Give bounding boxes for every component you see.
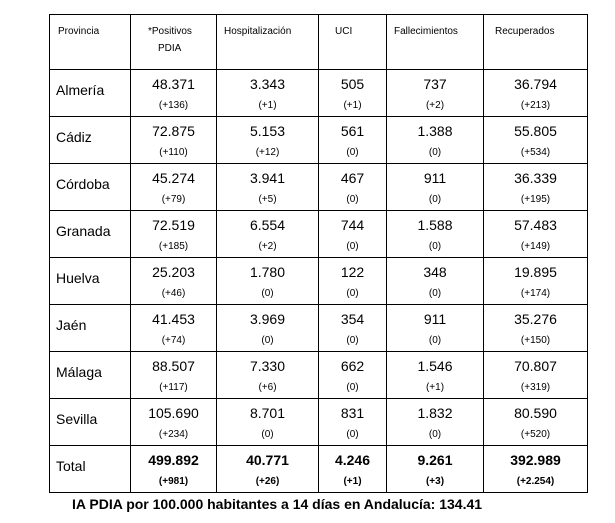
uci-cell: 467 (0) [319, 164, 387, 211]
rec-cell: 36.794 (+213) [484, 70, 588, 117]
table-row [50, 70, 588, 117]
header-hospitalizacion: Hospitalización [217, 15, 319, 70]
positivos-cell: 72.875 (+110) [131, 117, 217, 164]
incidence-footnote: IA PDIA por 100.000 habitantes a 14 días en Andalucía: 134.41 [72, 496, 483, 512]
hosp-cell: 6.554 (+2) [217, 211, 319, 258]
hosp-cell: 40.771 (+26) [217, 446, 319, 493]
fall-cell: 737 (+2) [387, 70, 484, 117]
positivos-cell: 105.690 (+234) [131, 399, 217, 446]
provincia-cell: Málaga [50, 352, 131, 399]
hosp-cell: 3.343 (+1) [217, 70, 319, 117]
positivos-cell: 41.453 (+74) [131, 305, 217, 352]
covid-data-table [49, 14, 588, 493]
hosp-cell: 7.330 (+6) [217, 352, 319, 399]
rec-cell: 36.339 (+195) [484, 164, 588, 211]
fall-cell: 1.388 (0) [387, 117, 484, 164]
rec-cell: 392.989 (+2.254) [484, 446, 588, 493]
uci-cell: 122 (0) [319, 258, 387, 305]
table-row [50, 399, 588, 446]
positivos-cell: 499.892 (+981) [131, 446, 217, 493]
header-fallecimientos: Fallecimientos [387, 15, 484, 70]
positivos-cell: 72.519 (+185) [131, 211, 217, 258]
provincia-cell: Cádiz [50, 117, 131, 164]
uci-cell: 744 (0) [319, 211, 387, 258]
uci-cell: 662 (0) [319, 352, 387, 399]
table-row [50, 117, 588, 164]
fall-cell: 1.832 (0) [387, 399, 484, 446]
rec-cell: 70.807 (+319) [484, 352, 588, 399]
total-label: Total [50, 446, 131, 493]
table-row [50, 305, 588, 352]
hosp-cell: 1.780 (0) [217, 258, 319, 305]
header-uci: UCI [319, 15, 387, 70]
hosp-cell: 8.701 (0) [217, 399, 319, 446]
fall-cell: 348 (0) [387, 258, 484, 305]
provincia-cell: Almería [50, 70, 131, 117]
rec-cell: 80.590 (+520) [484, 399, 588, 446]
provincia-cell: Córdoba [50, 164, 131, 211]
fall-cell: 9.261 (+3) [387, 446, 484, 493]
provincia-cell: Sevilla [50, 399, 131, 446]
rec-cell: 57.483 (+149) [484, 211, 588, 258]
fall-cell: 1.546 (+1) [387, 352, 484, 399]
hosp-cell: 5.153 (+12) [217, 117, 319, 164]
table-header-row [50, 15, 588, 70]
header-recuperados: Recuperados [484, 15, 588, 70]
table-row [50, 258, 588, 305]
positivos-cell: 45.274 (+79) [131, 164, 217, 211]
positivos-cell: 48.371 (+136) [131, 70, 217, 117]
rec-cell: 35.276 (+150) [484, 305, 588, 352]
positivos-cell: 25.203 (+46) [131, 258, 217, 305]
provincia-cell: Jaén [50, 305, 131, 352]
table-row [50, 211, 588, 258]
rec-cell: 19.895 (+174) [484, 258, 588, 305]
header-positivos: *Positivos PDIA [131, 15, 217, 70]
fall-cell: 911 (0) [387, 164, 484, 211]
fall-cell: 1.588 (0) [387, 211, 484, 258]
header-provincia: Provincia [50, 15, 131, 70]
uci-cell: 831 (0) [319, 399, 387, 446]
table-row [50, 164, 588, 211]
uci-cell: 4.246 (+1) [319, 446, 387, 493]
rec-cell: 55.805 (+534) [484, 117, 588, 164]
table-total-row [50, 446, 588, 493]
positivos-cell: 88.507 (+117) [131, 352, 217, 399]
fall-cell: 911 (0) [387, 305, 484, 352]
table-row [50, 352, 588, 399]
provincia-cell: Huelva [50, 258, 131, 305]
uci-cell: 505 (+1) [319, 70, 387, 117]
uci-cell: 561 (0) [319, 117, 387, 164]
hosp-cell: 3.969 (0) [217, 305, 319, 352]
uci-cell: 354 (0) [319, 305, 387, 352]
hosp-cell: 3.941 (+5) [217, 164, 319, 211]
provincia-cell: Granada [50, 211, 131, 258]
